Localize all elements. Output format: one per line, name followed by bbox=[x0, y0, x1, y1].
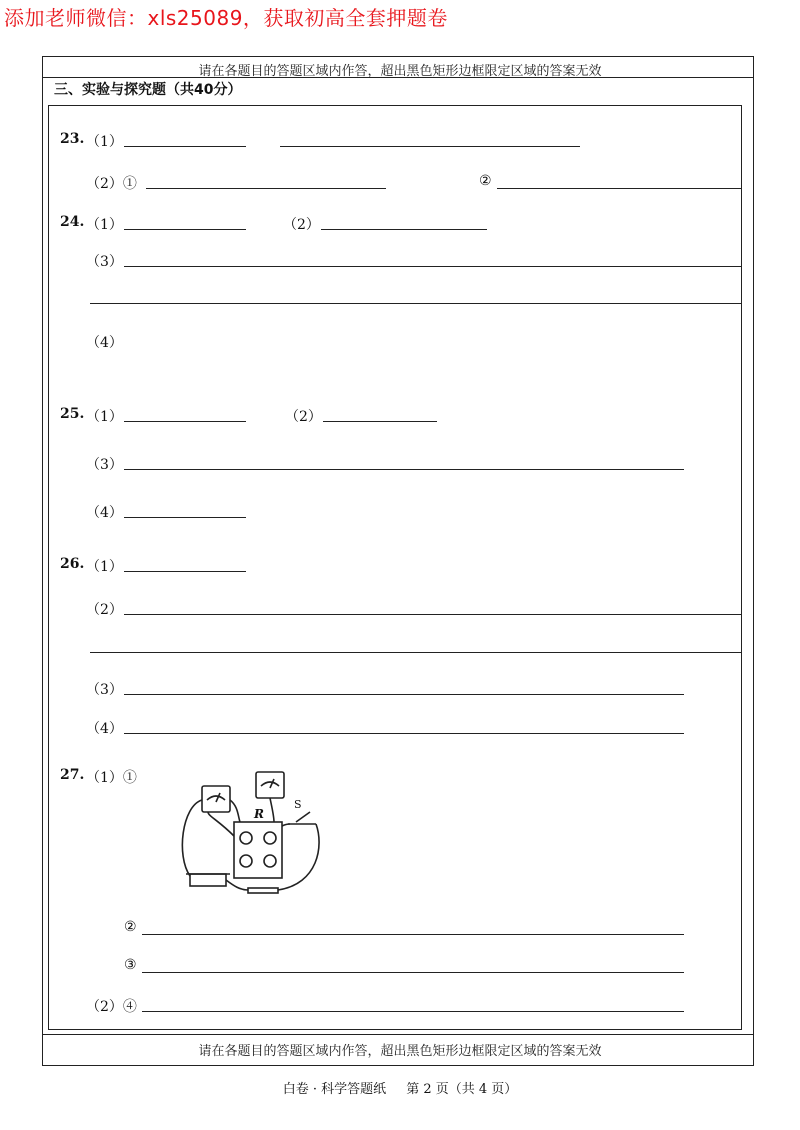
q26-part1-label: （1） bbox=[86, 559, 123, 575]
q26-part4-blank[interactable] bbox=[124, 733, 684, 734]
q24-number: 24. bbox=[60, 214, 85, 230]
q23-number: 23. bbox=[60, 131, 85, 147]
q27-sub2-label: ② bbox=[124, 919, 137, 935]
q25-part4-blank[interactable] bbox=[124, 517, 246, 518]
q23-part2-blank-1[interactable] bbox=[146, 188, 386, 189]
q26-part1-blank[interactable] bbox=[124, 571, 246, 572]
notice-top: 请在各题目的答题区域内作答，超出黑色矩形边框限定区域的答案无效 bbox=[198, 64, 602, 79]
q25-part2-label: （2） bbox=[285, 409, 322, 425]
q24-part4-label: （4） bbox=[86, 335, 123, 351]
q27-part2-blank[interactable] bbox=[142, 1011, 684, 1012]
q23-part2-label-2: ② bbox=[479, 173, 492, 189]
q25-part1-label: （1） bbox=[86, 409, 123, 425]
q26-part2-blank-line2[interactable] bbox=[90, 652, 742, 653]
q26-part2-blank-line1[interactable] bbox=[124, 614, 742, 615]
q26-part4-label: （4） bbox=[86, 721, 123, 737]
q26-part3-label: （3） bbox=[86, 682, 123, 698]
ammeter-icon bbox=[202, 786, 230, 812]
q23-part2-blank-2[interactable] bbox=[497, 188, 741, 189]
q24-part2-label: （2） bbox=[283, 217, 320, 233]
footer-paper-name: 白卷 · 科学答题纸 bbox=[282, 1082, 387, 1097]
resistor-label: R bbox=[254, 807, 264, 821]
q24-part1-label: （1） bbox=[86, 217, 123, 233]
footer-page-number: 第 2 页（共 4 页） bbox=[406, 1082, 518, 1097]
q25-part2-blank[interactable] bbox=[323, 421, 437, 422]
q24-part3-label: （3） bbox=[86, 254, 123, 270]
q25-part3-blank[interactable] bbox=[124, 469, 684, 470]
resistance-box-icon bbox=[234, 822, 282, 878]
q24-part3-blank-line1[interactable] bbox=[124, 266, 742, 267]
notice-bottom: 请在各题目的答题区域内作答，超出黑色矩形边框限定区域的答案无效 bbox=[198, 1044, 602, 1059]
section-title: 三、实验与探究题（共40分） bbox=[54, 82, 242, 98]
voltmeter-icon bbox=[256, 772, 284, 798]
rheostat-icon bbox=[190, 874, 226, 886]
notice-top-divider bbox=[42, 77, 754, 78]
battery-icon bbox=[248, 888, 278, 893]
watermark-text: 添加老师微信：xls25089，获取初高全套押题卷 bbox=[4, 6, 448, 30]
q27-sub3-blank[interactable] bbox=[142, 972, 684, 973]
circuit-diagram bbox=[178, 766, 328, 904]
q26-part3-blank[interactable] bbox=[124, 694, 684, 695]
q27-sub2-blank[interactable] bbox=[142, 934, 684, 935]
q27-sub3-label: ③ bbox=[124, 957, 137, 973]
q24-part3-blank-line2[interactable] bbox=[90, 303, 742, 304]
q23-part2-label: （2）① bbox=[86, 176, 137, 192]
switch-label: S bbox=[294, 798, 302, 811]
q25-number: 25. bbox=[60, 406, 85, 422]
q25-part3-label: （3） bbox=[86, 457, 123, 473]
q27-part1-label: （1）① bbox=[86, 770, 137, 786]
q25-part4-label: （4） bbox=[86, 505, 123, 521]
q24-part1-blank[interactable] bbox=[124, 229, 246, 230]
answer-area-border bbox=[48, 105, 742, 1030]
q24-part2-blank[interactable] bbox=[321, 229, 487, 230]
q26-part2-label: （2） bbox=[86, 602, 123, 618]
q25-part1-blank[interactable] bbox=[124, 421, 246, 422]
q23-part1-blank-a[interactable] bbox=[124, 146, 246, 147]
notice-bottom-divider bbox=[42, 1034, 754, 1035]
q26-number: 26. bbox=[60, 556, 85, 572]
page-footer bbox=[0, 1078, 800, 1097]
q23-part1-blank-b[interactable] bbox=[280, 146, 580, 147]
q23-part1-label: （1） bbox=[86, 134, 123, 150]
q27-part2-label: （2）④ bbox=[86, 999, 137, 1015]
q27-number: 27. bbox=[60, 767, 85, 783]
